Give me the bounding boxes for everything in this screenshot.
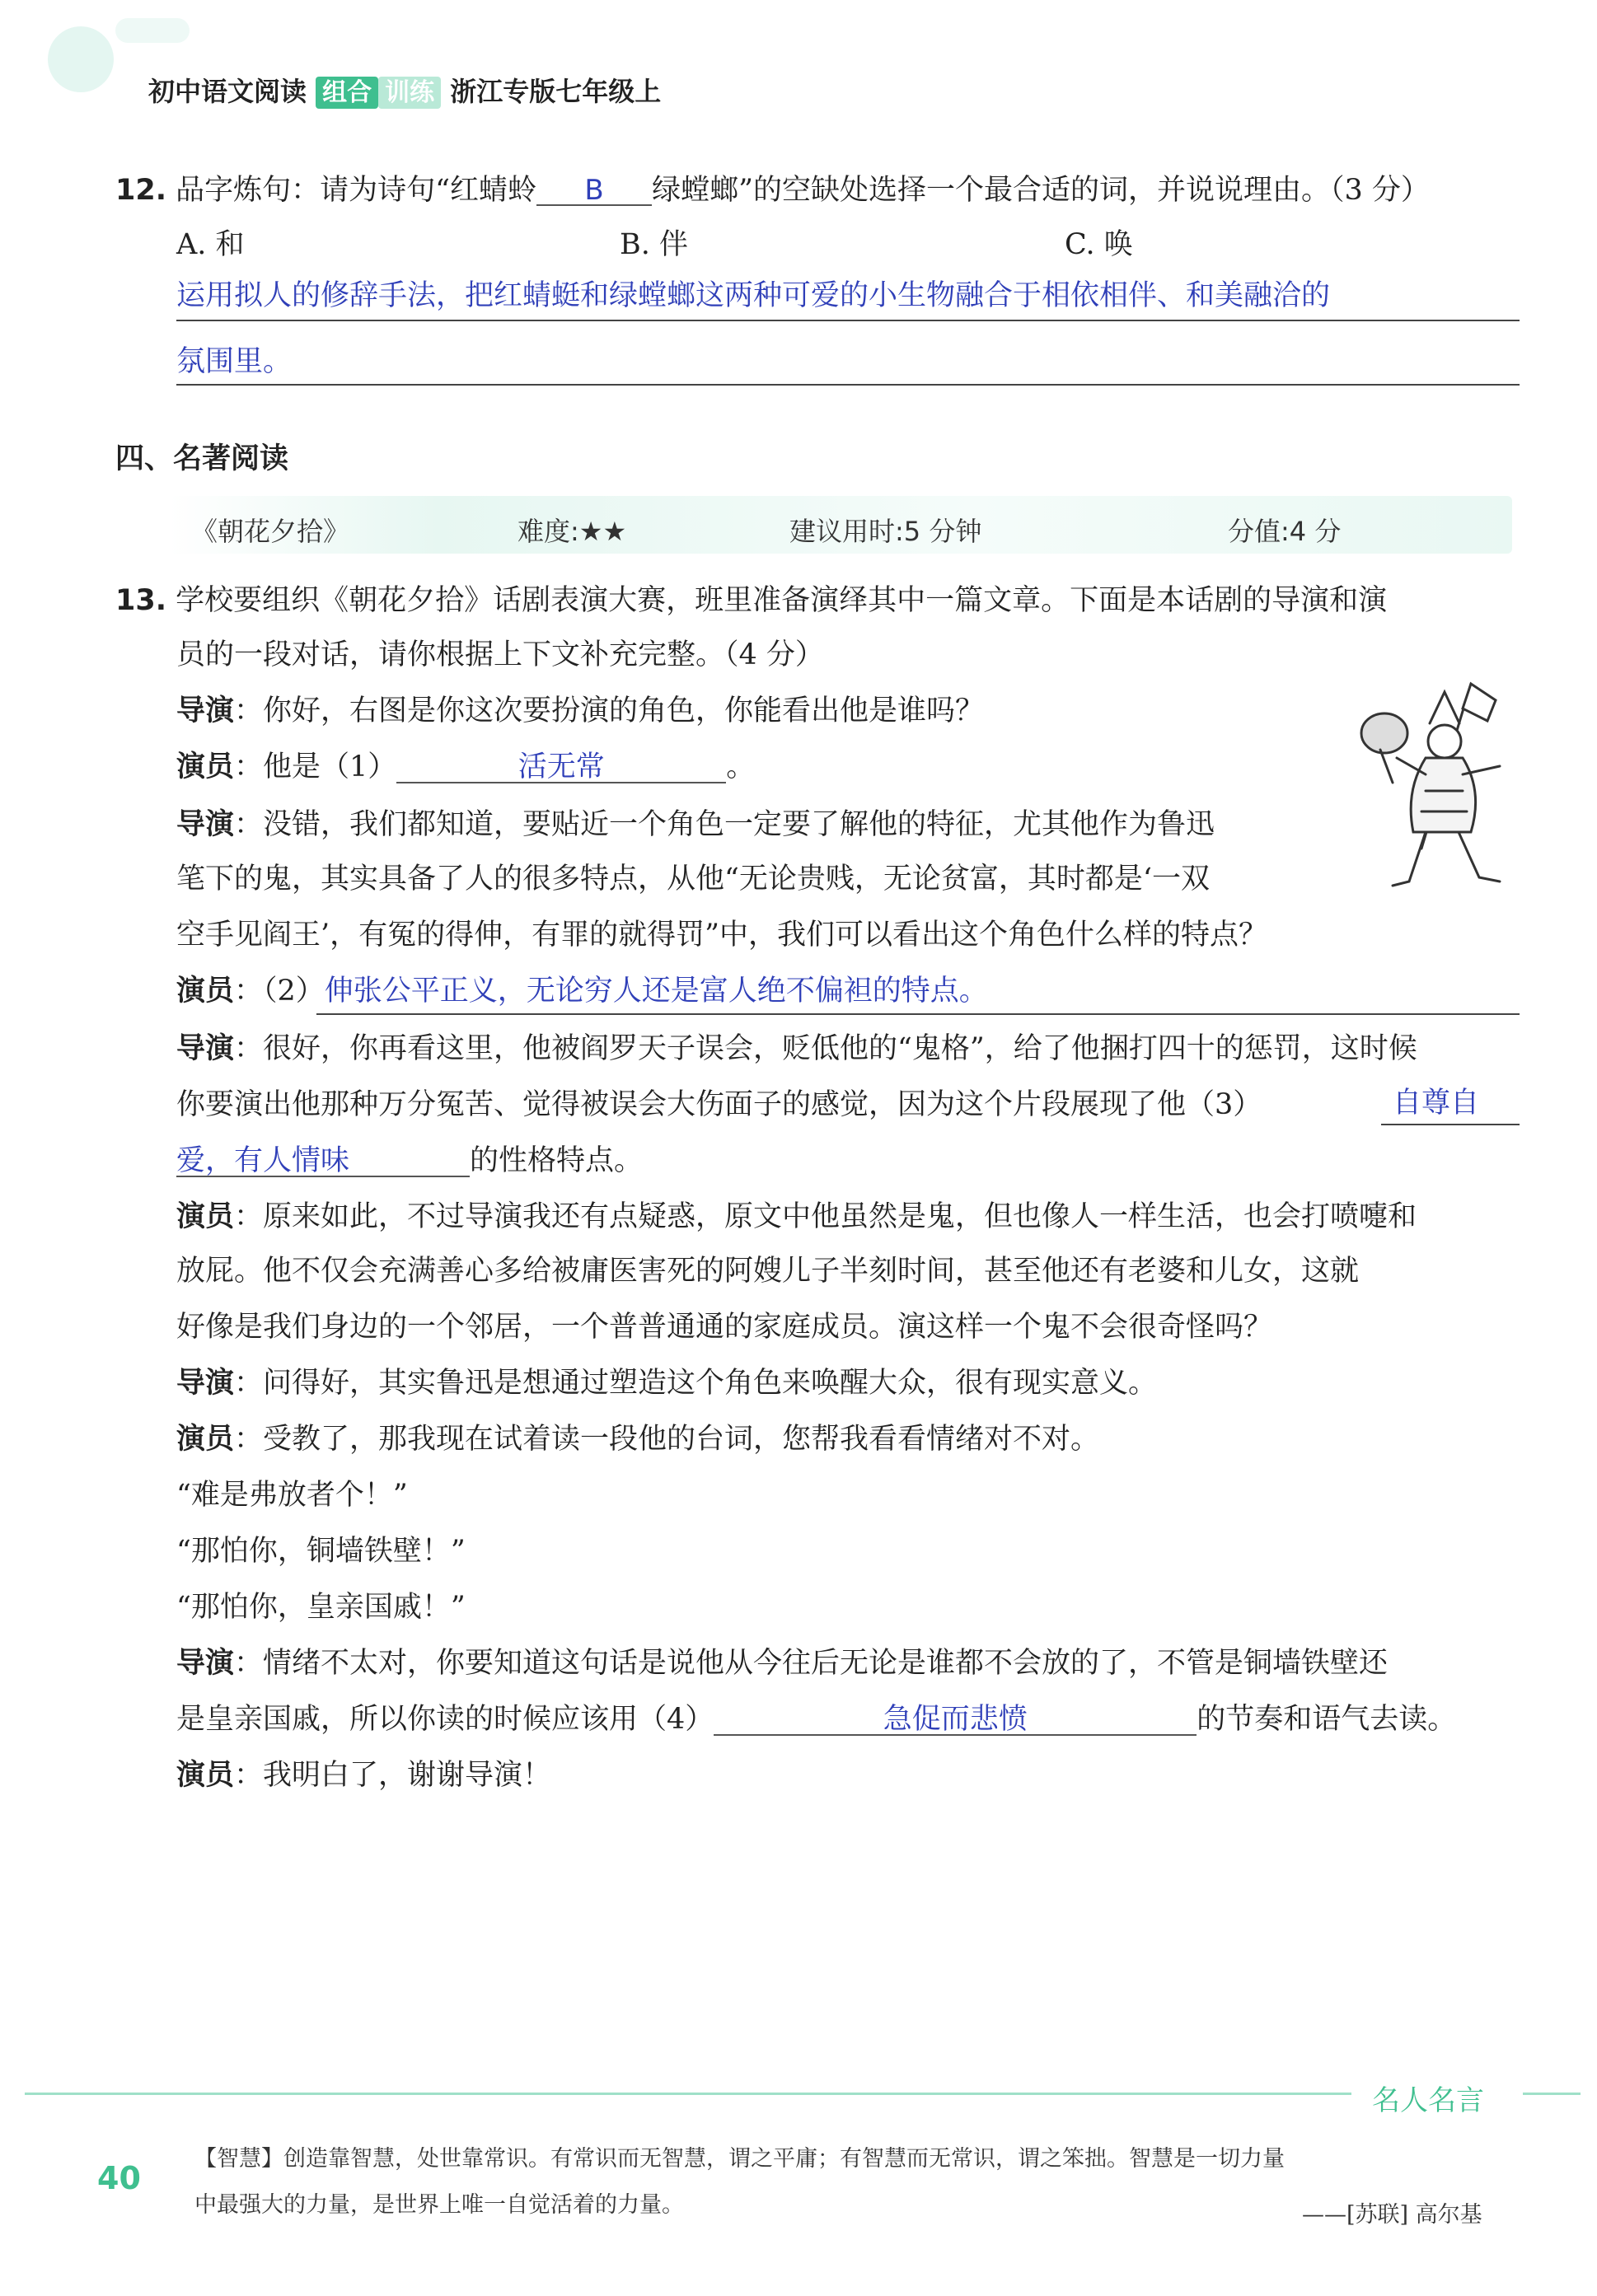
answer-3-rule1 (1381, 1124, 1520, 1125)
speaker-actor: 演员 (176, 751, 235, 783)
dialog-text: 的节奏和语气去读。 (1197, 1703, 1457, 1736)
footer-quote-author: ——[苏联] 高尔基 (1302, 2202, 1482, 2228)
footer-divider-left (25, 2093, 1351, 2095)
answer-3-part2: 爱，有人情味 (176, 1147, 470, 1177)
q13-number: 13. (115, 584, 167, 617)
dialog-director-5 (176, 1649, 1388, 1678)
speaker-director: 导演 (176, 808, 235, 841)
dialog-director-2-line3: 空手见阎王’，有冤的得伸，有罪的就得罚”中，我们可以看出这个角色什么样的特点？ (176, 919, 1268, 952)
dialog-actor-3 (176, 1200, 1417, 1233)
dialog-text: ：原来如此，不过导演我还有点疑惑，原文中他虽然是鬼，但也像人一样生活，也会打喷嚏和 (234, 1200, 1417, 1233)
dialog-director-2-line2: 笔下的鬼，其实具备了人的很多特点，从他“无论贵贱，无论贫富，其时都是‘一双 (176, 863, 1211, 895)
dialog-text: 你要演出他那种万分冤苦、觉得被误会大伤面子的感觉，因为这个片段展现了他（3） (176, 1088, 1262, 1121)
answer-2: 伸张公平正义，无论穷人还是富人绝不偏袒的特点。 (324, 975, 988, 1008)
q12-option-a: A. 和 (176, 228, 245, 261)
answer-4: 急促而悲愤 (714, 1705, 1197, 1736)
q12-answer-rule2 (176, 384, 1520, 386)
huowuchang-illustration-icon (1347, 676, 1524, 898)
section4-title: 四、名著阅读 (115, 442, 289, 475)
dialog-actor-3-line2: 放屁。他不仅会充满善心多给被庸医害死的阿嫂儿子半刻时间，甚至他还有老婆和儿女，这就 (176, 1255, 1360, 1288)
dialog-director-2 (176, 808, 1215, 841)
q12-answer-rule1 (176, 320, 1520, 321)
dialog-actor-5 (176, 1761, 551, 1790)
q13-stem1 (115, 584, 1388, 617)
speaker-director: 导演 (176, 1647, 235, 1680)
q12-answer-line2: 氛围里。 (176, 345, 293, 378)
info-time: 建议用时:5 分钟 (789, 516, 982, 547)
dialog-text: ：你好，右图是你这次要扮演的角色，你能看出他是谁吗？ (234, 694, 985, 727)
dialog-text: ：他是（1） (234, 751, 397, 783)
speaker-actor: 演员 (176, 975, 235, 1008)
dialog-actor-3-line3: 好像是我们身边的一个邻居，一个普普通通的家庭成员。演这样一个鬼不会很奇怪吗？ (176, 1311, 1273, 1344)
dialog-director-3-line2 (176, 1088, 1262, 1121)
dialog-text: ：（2） (234, 975, 325, 1008)
footer-quote-line2: 中最强大的力量，是世界上唯一自觉活着的力量。 (194, 2192, 684, 2218)
answer-3-part1: 自尊自 (1393, 1087, 1480, 1120)
dialog-actor-2 (176, 977, 988, 1006)
header-logo-circle (48, 26, 114, 92)
q12-option-c: C. 唤 (1065, 228, 1133, 261)
footer-quote-line1: 【智慧】创造靠智慧，处世靠常识。有常识而无智慧，谓之平庸；有智慧而无常识，谓之笨拙。智慧是一切力量 (194, 2146, 1285, 2172)
info-book: 《朝花夕拾》 (191, 516, 350, 547)
dialog-text: 的性格特点。 (470, 1144, 644, 1177)
dialog-text: ：问得好，其实鲁迅是想通过塑造这个角色来唤醒大众，很有现实意义。 (234, 1367, 1158, 1400)
dialog-director-1 (176, 694, 985, 727)
q13-stem2: 员的一段对话，请你根据上下文补充完整。（4 分） (176, 638, 824, 671)
dialog-director-3 (176, 1032, 1417, 1065)
speaker-actor: 演员 (176, 1200, 235, 1233)
q12-number: 12. (115, 174, 167, 207)
header-title (148, 71, 661, 109)
speaker-actor: 演员 (176, 1759, 235, 1792)
dialog-text: ：没错，我们都知道，要贴近一个角色一定要了解他的特征，尤其他作为鲁迅 (234, 808, 1215, 841)
answer-blank-1: 活无常 (396, 753, 726, 783)
dialog-director-3-line3 (176, 1144, 644, 1177)
answer-2-rule (316, 1013, 1520, 1015)
info-score: 分值:4 分 (1228, 516, 1342, 547)
dialog-actor-4 (176, 1425, 1099, 1454)
quote-line-3: “那怕你，皇亲国戚！” (176, 1591, 466, 1624)
speaker-director: 导演 (176, 1367, 235, 1400)
header-tag-combo: 组合 (316, 77, 378, 109)
dialog-text: ：很好，你再看这里，他被阎罗天子误会，贬低他的“鬼格”，给了他捆打四十的惩罚，这时候 (234, 1032, 1417, 1065)
footer-divider-right (1523, 2093, 1581, 2095)
footer-title: 名人名言 (1372, 2084, 1484, 2117)
q12-answer-line1: 运用拟人的修辞手法，把红蜻蜓和绿螳螂这两种可爱的小生物融合于相依相伴、和美融洽的 (176, 279, 1331, 312)
q12-blank-answer: B (536, 176, 652, 206)
quote-line-1: “难是弗放者个！” (176, 1479, 408, 1512)
quote-line-2: “那怕你，铜墙铁壁！” (176, 1535, 466, 1568)
dialog-text: 是皇亲国戚，所以你读的时候应该用（4） (176, 1703, 714, 1736)
q12-stem-b: 绿螳螂”的空缺处选择一个最合适的词，并说说理由。（3 分） (652, 174, 1430, 207)
dialog-director-4 (176, 1369, 1157, 1398)
page-number: 40 (97, 2160, 141, 2196)
header-title-prefix: 初中语文阅读 (148, 76, 307, 107)
q12-stem (115, 176, 1430, 206)
speaker-director: 导演 (176, 694, 235, 727)
info-difficulty: 难度:★★ (518, 516, 627, 547)
dialog-text: 。 (726, 751, 756, 783)
q13-stem1-text: 学校要组织《朝花夕拾》话剧表演大赛，班里准备演绎其中一篇文章。下面是本话剧的导演和演 (176, 584, 1388, 617)
speaker-actor: 演员 (176, 1423, 235, 1456)
header-logo-pill (115, 18, 190, 43)
dialog-text: ：受教了，那我现在试着读一段他的台词，您帮我看看情绪对不对。 (234, 1423, 1100, 1456)
header-title-suffix: 浙江专版七年级上 (450, 76, 662, 107)
q12-option-b: B. 伴 (620, 228, 688, 261)
header-tag-training: 训练 (378, 77, 441, 109)
dialog-actor-1 (176, 753, 755, 783)
q12-stem-a: 品字炼句：请为诗句“红蜻蛉 (176, 174, 537, 207)
dialog-director-5-line2 (176, 1705, 1456, 1736)
speaker-director: 导演 (176, 1032, 235, 1065)
dialog-text: ：情绪不太对，你要知道这句话是说他从今往后无论是谁都不会放的了，不管是铜墙铁壁还 (234, 1647, 1389, 1680)
dialog-text: ：我明白了，谢谢导演！ (234, 1759, 552, 1792)
